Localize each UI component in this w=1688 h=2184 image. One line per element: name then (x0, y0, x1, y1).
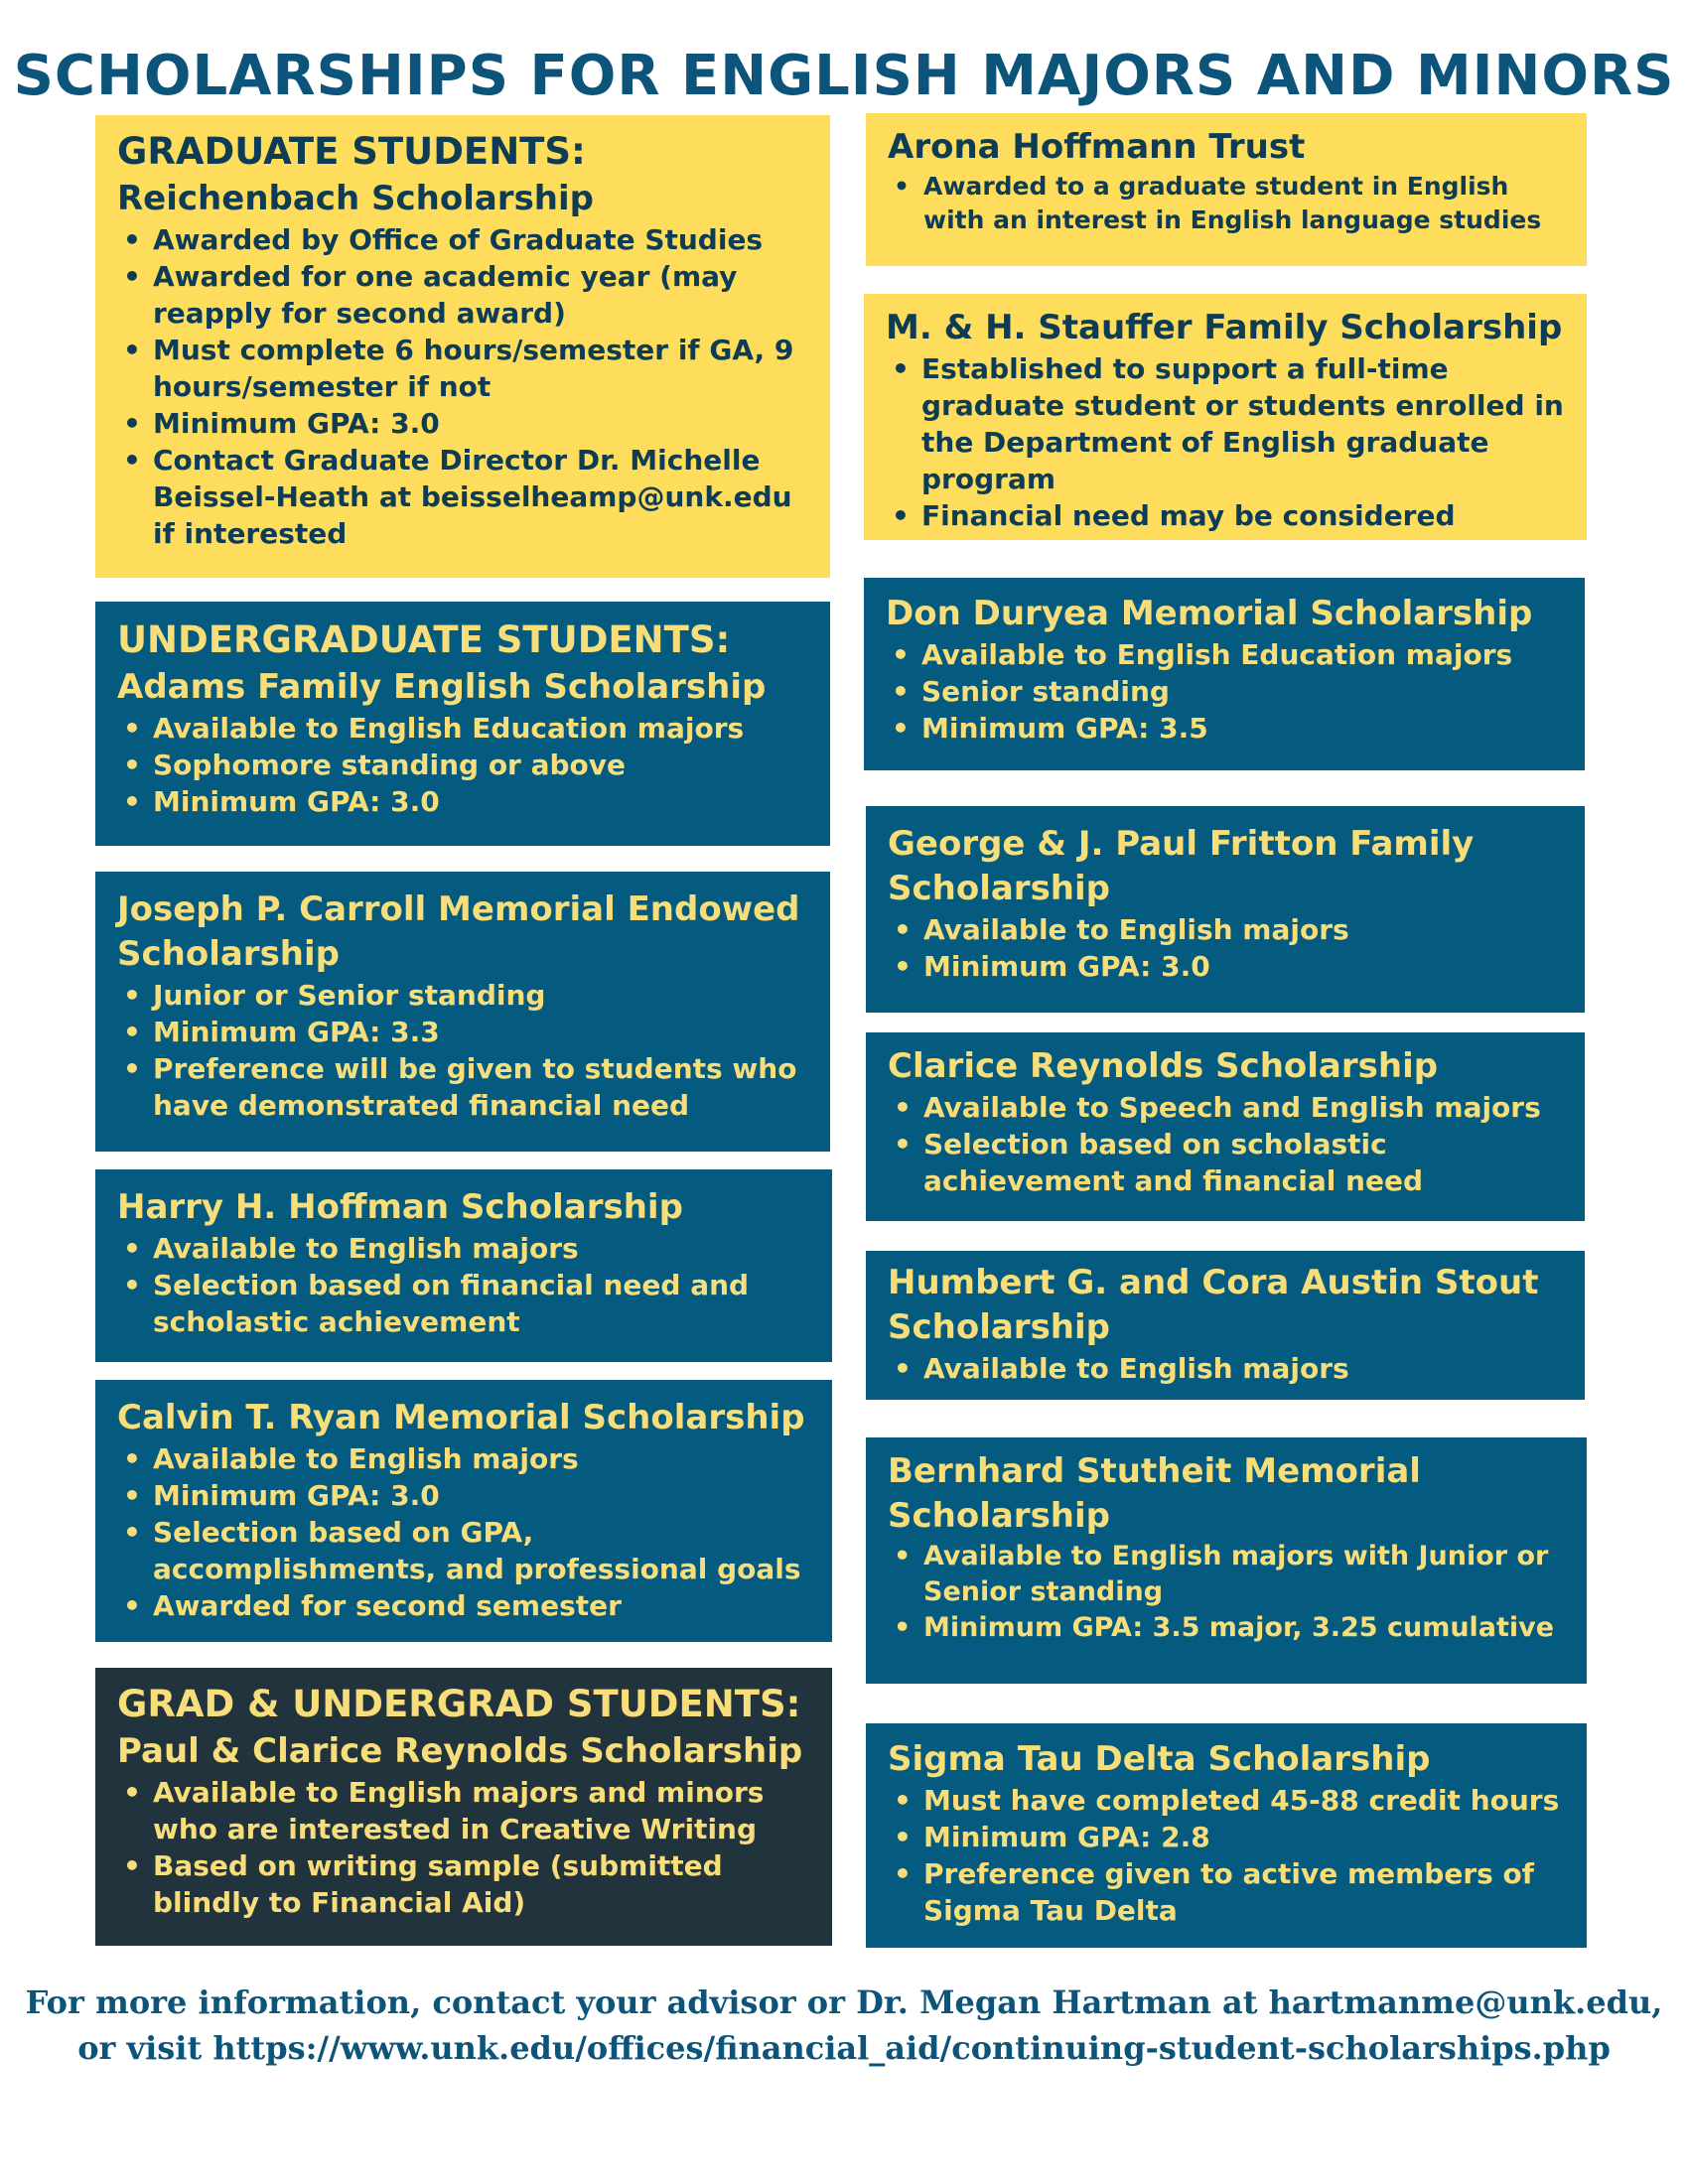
graduate-students-box (95, 115, 830, 578)
list-item: • Minimum GPA: 3.5 major, 3.25 cumulative (888, 1610, 1565, 1646)
list-item: • Available to English majors with Junior or Senior standing (888, 1539, 1565, 1610)
ryan-scholarship-box (95, 1380, 832, 1642)
clarice-reynolds-scholarship-box (866, 1032, 1585, 1221)
list-item: • Minimum GPA: 3.0 (117, 783, 808, 820)
scholarship-name: George & J. Paul Fritton Family Scholarship (888, 824, 1475, 908)
scholarship-name: Harry H. Hoffman Scholarship (117, 1187, 683, 1227)
page-title: SCHOLARSHIPS FOR ENGLISH MAJORS AND MINORS (13, 44, 1675, 108)
list-item: • Preference will be given to students who have demonstrated financial need (117, 1050, 808, 1124)
scholarship-name: Adams Family English Scholarship (117, 667, 767, 707)
scholarship-details (888, 1089, 1563, 1199)
stauffer-scholarship-box (864, 294, 1587, 540)
list-item: • Available to English majors (117, 1230, 810, 1267)
scholarship-details (888, 170, 1565, 237)
footer-contact-info (0, 1979, 1688, 2071)
list-item: • Sophomore standing or above (117, 747, 808, 783)
scholarship-details (117, 977, 808, 1124)
list-item: • Based on writing sample (submitted blindly to Financial Aid) (117, 1847, 810, 1921)
section-heading: GRAD & UNDERGRAD STUDENTS: (117, 1683, 801, 1725)
scholarship-details (886, 636, 1563, 747)
list-item: • Established to support a full-time graduate student or students enrolled in the Department of English graduate program (886, 350, 1565, 497)
scholarship-name: Joseph P. Carroll Memorial Endowed Scholarship (117, 889, 800, 974)
list-item: • Junior or Senior standing (117, 977, 808, 1014)
section-heading: GRADUATE STUDENTS: (117, 130, 586, 173)
list-item: • Available to English Education majors (117, 710, 808, 747)
list-item: • Awarded by Office of Graduate Studies (117, 221, 808, 258)
list-item: • Minimum GPA: 3.5 (886, 710, 1563, 747)
list-item: • Awarded for one academic year (may reapply for second award) (117, 258, 808, 332)
list-item: • Selection based on GPA, accomplishments, and professional goals (117, 1514, 810, 1587)
list-item: • Must have completed 45-88 credit hours (888, 1782, 1565, 1819)
footer-line: or visit https://www.unk.edu/offices/financial_aid/continuing-student-scholarships.php (77, 2029, 1611, 2067)
duryea-scholarship-box (864, 578, 1585, 770)
list-item: • Minimum GPA: 2.8 (888, 1819, 1565, 1855)
scholarship-details (117, 1440, 810, 1624)
list-item: • Minimum GPA: 3.3 (117, 1014, 808, 1050)
scholarship-details (888, 1539, 1565, 1646)
scholarship-name: Clarice Reynolds Scholarship (888, 1046, 1439, 1086)
scholarship-name: Arona Hoffmann Trust (888, 127, 1306, 167)
scholarship-name: Calvin T. Ryan Memorial Scholarship (117, 1398, 805, 1437)
list-item: • Selection based on scholastic achievement and financial need (888, 1126, 1563, 1199)
fritton-scholarship-box (866, 806, 1585, 1013)
list-item: • Available to English Education majors (886, 636, 1563, 673)
list-item: • Minimum GPA: 3.0 (888, 948, 1563, 985)
list-item: • Must complete 6 hours/semester if GA, 9 hours/semester if not (117, 332, 808, 405)
list-item: • Senior standing (886, 673, 1563, 710)
scholarship-name: Reichenbach Scholarship (117, 179, 595, 218)
scholarship-name: Humbert G. and Cora Austin Stout Scholarship (888, 1263, 1539, 1347)
list-item: • Selection based on financial need and scholastic achievement (117, 1267, 810, 1340)
scholarship-name: Sigma Tau Delta Scholarship (888, 1739, 1431, 1779)
stout-scholarship-box (866, 1251, 1585, 1400)
list-item: • Preference given to active members of Sigma Tau Delta (888, 1855, 1565, 1929)
list-item: • Financial need may be considered (886, 497, 1565, 534)
scholarship-name: Paul & Clarice Reynolds Scholarship (117, 1731, 803, 1771)
scholarship-details (888, 1350, 1563, 1387)
scholarship-details (117, 221, 808, 552)
list-item: • Awarded for second semester (117, 1587, 810, 1624)
scholarship-name: Bernhard Stutheit Memorial Scholarship (888, 1451, 1421, 1536)
scholarship-details (117, 1230, 810, 1340)
carroll-scholarship-box (95, 872, 830, 1152)
scholarship-details (888, 1782, 1565, 1929)
list-item: • Minimum GPA: 3.0 (117, 1477, 810, 1514)
list-item: • Minimum GPA: 3.0 (117, 405, 808, 442)
list-item: • Awarded to a graduate student in English with an interest in English language studies (888, 170, 1565, 237)
scholarship-details (886, 350, 1565, 534)
grad-undergrad-students-box (95, 1668, 832, 1946)
scholarship-details (117, 1774, 810, 1921)
list-item: • Available to English majors (117, 1440, 810, 1477)
section-heading: UNDERGRADUATE STUDENTS: (117, 618, 731, 661)
stutheit-scholarship-box (866, 1437, 1587, 1684)
scholarship-name: Don Duryea Memorial Scholarship (886, 594, 1533, 633)
footer-line: For more information, contact your advisor or Dr. Megan Hartman at hartmanme@unk.edu, (25, 1983, 1663, 2021)
hoffman-scholarship-box (95, 1169, 832, 1362)
list-item: • Available to English majors and minors who are interested in Creative Writing (117, 1774, 810, 1847)
list-item: • Available to Speech and English majors (888, 1089, 1563, 1126)
arona-hoffmann-trust-box (866, 113, 1587, 266)
list-item: • Available to English majors (888, 1350, 1563, 1387)
scholarship-name: M. & H. Stauffer Family Scholarship (886, 308, 1563, 347)
list-item: • Available to English majors (888, 911, 1563, 948)
list-item: • Contact Graduate Director Dr. Michelle Beissel-Heath at beisselheamp@unk.edu if interested (117, 442, 808, 552)
scholarship-details (888, 911, 1563, 985)
undergraduate-students-box (95, 602, 830, 846)
sigma-tau-delta-scholarship-box (866, 1723, 1587, 1948)
scholarship-details (117, 710, 808, 820)
